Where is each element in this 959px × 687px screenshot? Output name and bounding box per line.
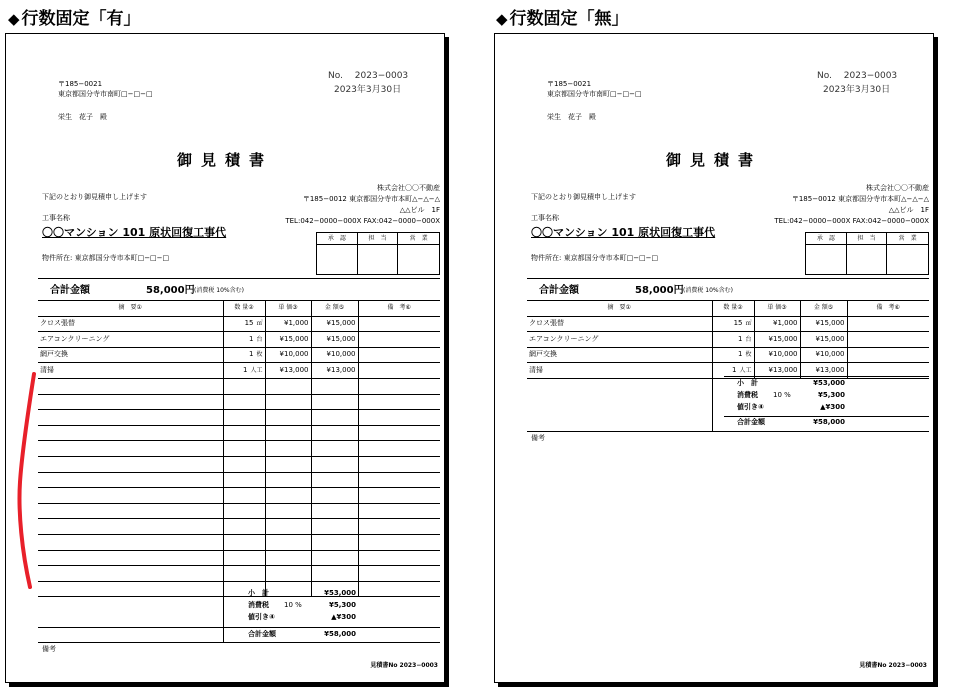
table-row-empty	[38, 534, 440, 550]
stamp-cell	[358, 245, 399, 274]
page-title: 御見積書	[665, 151, 762, 169]
item-remarks	[358, 581, 440, 597]
item-remarks	[358, 503, 440, 519]
item-amount	[311, 410, 358, 426]
item-amount: ¥13,000	[311, 363, 358, 379]
property-location: 物件所在: 東京都国分寺市本町□−□−□	[531, 254, 659, 262]
table-row	[527, 332, 929, 348]
item-remarks	[358, 441, 440, 457]
stamp-header: 営 業	[887, 233, 928, 245]
item-remarks	[358, 425, 440, 441]
item-amount	[311, 472, 358, 488]
items-table	[38, 300, 440, 597]
table-row-empty	[38, 425, 440, 441]
item-remarks	[358, 332, 440, 348]
subtotal-value: ¥53,000	[813, 379, 845, 387]
qty-value: 1	[249, 350, 254, 359]
table-row-empty	[38, 488, 440, 504]
estimate-page-fixed	[5, 33, 445, 683]
total-label: 合計金額	[50, 285, 90, 296]
recipient-zip: 〒185−0021	[58, 80, 103, 88]
qty-value: 1	[243, 365, 248, 374]
column-header: 摘 要①	[38, 301, 223, 317]
table-row-empty	[38, 378, 440, 394]
item-description: 網戸交換	[527, 347, 712, 363]
divider	[223, 588, 224, 642]
company-tel: TEL:042−0000−000X FAX:042−0000−000X	[774, 217, 929, 225]
item-quantity	[223, 441, 265, 457]
divider	[724, 416, 929, 417]
doc-number: No. 2023−0003	[328, 71, 409, 81]
item-amount	[311, 519, 358, 535]
column-header: 金 額⑤	[311, 301, 358, 317]
recipient-name: 栄生 花子 殿	[58, 113, 107, 121]
item-quantity	[223, 394, 265, 410]
doc-date: 2023年3月30日	[334, 85, 402, 95]
company-address: 〒185−0012 東京都国分寺市本町△−△−△	[791, 195, 929, 203]
item-remarks	[358, 519, 440, 535]
column-header: 備 考⑥	[847, 301, 929, 317]
item-unit-price	[265, 581, 311, 597]
tax-label: 消費税	[248, 601, 269, 609]
item-unit-price: ¥10,000	[265, 347, 311, 363]
item-description: 清掃	[527, 363, 712, 379]
doc-number: No. 2023−0003	[817, 71, 898, 81]
item-quantity	[223, 425, 265, 441]
item-remarks	[358, 534, 440, 550]
item-quantity	[223, 456, 265, 472]
qty-value: 15	[244, 319, 254, 328]
doc-date: 2023年3月30日	[823, 85, 891, 95]
estimate-page-flexible	[494, 33, 934, 683]
table-row	[38, 316, 440, 332]
footer-doc-number: 見積書No 2023−0003	[370, 662, 438, 670]
item-unit-price	[265, 456, 311, 472]
item-description	[38, 425, 223, 441]
divider	[38, 278, 440, 279]
item-description	[38, 456, 223, 472]
item-unit-price	[265, 488, 311, 504]
column-header: 備 考⑥	[358, 301, 440, 317]
item-unit-price: ¥13,000	[265, 363, 311, 379]
grand-total-label: 合計金額	[248, 630, 276, 638]
table-row-empty	[38, 441, 440, 457]
item-description	[38, 488, 223, 504]
company-info	[774, 183, 929, 227]
item-unit-price	[265, 394, 311, 410]
column-header: 単 価③	[754, 301, 800, 317]
item-remarks	[358, 347, 440, 363]
qty-value: 1	[732, 365, 737, 374]
table-row-empty	[38, 472, 440, 488]
table-header-row	[527, 301, 929, 317]
stamp-header: 承 認	[317, 233, 358, 245]
heading-fixed-rows-yes	[8, 4, 141, 29]
item-unit-price	[265, 566, 311, 582]
item-amount: ¥13,000	[800, 363, 847, 379]
stamp-header: 担 当	[358, 233, 399, 245]
stamp-header: 営 業	[398, 233, 439, 245]
total-tax-note: (消費税 10%含む)	[683, 287, 733, 294]
red-bracket-annotation	[14, 372, 40, 592]
qty-unit: 枚	[256, 351, 263, 359]
table-row-empty	[38, 503, 440, 519]
item-remarks	[358, 410, 440, 426]
item-quantity	[223, 550, 265, 566]
item-amount	[311, 394, 358, 410]
item-remarks	[847, 316, 929, 332]
qty-unit: ㎡	[745, 320, 752, 328]
stamp-header: 承 認	[806, 233, 847, 245]
item-description	[38, 550, 223, 566]
column-header: 数 量②	[223, 301, 265, 317]
item-unit-price	[265, 550, 311, 566]
item-quantity	[223, 488, 265, 504]
divider	[38, 642, 440, 643]
tax-rate: 10 %	[773, 391, 791, 399]
subtotal-value: ¥53,000	[324, 589, 356, 597]
qty-value: 1	[738, 350, 743, 359]
stamp-box	[316, 232, 440, 275]
heading-fixed-rows-no	[496, 4, 629, 29]
item-quantity	[223, 472, 265, 488]
table-row-empty	[38, 410, 440, 426]
item-amount: ¥15,000	[311, 316, 358, 332]
item-description: 清掃	[38, 363, 223, 379]
item-unit-price: ¥1,000	[265, 316, 311, 332]
item-amount: ¥15,000	[800, 332, 847, 348]
item-unit-price	[265, 441, 311, 457]
remarks-label: 備考	[531, 434, 545, 442]
qty-value: 1	[738, 334, 743, 343]
company-name: 株式会社〇〇不動産	[377, 184, 440, 192]
item-remarks	[358, 472, 440, 488]
divider	[712, 377, 713, 431]
footer-doc-number: 見積書No 2023−0003	[859, 662, 927, 670]
tax-value: ¥5,300	[328, 601, 356, 609]
project-name: 〇〇マンション 101 原状回復工事代	[531, 226, 716, 239]
diamond-icon: ◆	[8, 10, 20, 28]
discount-label: 値引き④	[737, 403, 764, 411]
table-row-empty	[38, 456, 440, 472]
stamp-cell	[806, 245, 847, 274]
item-remarks	[358, 550, 440, 566]
stamp-header: 担 当	[847, 233, 888, 245]
item-remarks	[358, 363, 440, 379]
item-remarks	[847, 347, 929, 363]
item-description	[38, 503, 223, 519]
item-amount	[311, 425, 358, 441]
table-row	[38, 332, 440, 348]
item-unit-price: ¥15,000	[754, 332, 800, 348]
qty-unit: 台	[256, 335, 263, 343]
item-description	[38, 519, 223, 535]
qty-unit: 枚	[745, 351, 752, 359]
item-quantity	[712, 332, 754, 348]
item-quantity	[223, 347, 265, 363]
item-amount: ¥15,000	[800, 316, 847, 332]
item-amount	[311, 566, 358, 582]
column-header: 単 価③	[265, 301, 311, 317]
item-description: 網戸交換	[38, 347, 223, 363]
company-building: △△ビル 1F	[399, 206, 440, 214]
discount-value: ▲¥300	[820, 403, 845, 411]
qty-unit: ㎡	[256, 320, 263, 328]
table-row	[527, 316, 929, 332]
item-description: エアコンクリーニング	[527, 332, 712, 348]
divider	[527, 278, 929, 279]
item-description	[38, 472, 223, 488]
item-amount	[311, 550, 358, 566]
item-unit-price	[265, 378, 311, 394]
item-description	[38, 441, 223, 457]
item-description: エアコンクリーニング	[38, 332, 223, 348]
total-amount: 58,000円	[146, 285, 195, 296]
item-remarks	[358, 394, 440, 410]
divider	[724, 376, 929, 377]
item-quantity	[712, 347, 754, 363]
qty-unit: 人工	[739, 366, 752, 374]
item-quantity	[223, 519, 265, 535]
stamp-box	[805, 232, 929, 275]
table-header-row	[38, 301, 440, 317]
subtotal-label: 小 計	[737, 379, 758, 387]
item-amount	[311, 378, 358, 394]
item-amount	[311, 441, 358, 457]
item-remarks	[847, 332, 929, 348]
item-description	[38, 534, 223, 550]
table-row	[38, 347, 440, 363]
stamp-cell	[887, 245, 928, 274]
item-unit-price	[265, 503, 311, 519]
item-unit-price: ¥10,000	[754, 347, 800, 363]
subtotal-label: 小 計	[248, 589, 269, 597]
qty-value: 1	[249, 334, 254, 343]
heading-label: 行数固定「有」	[21, 9, 141, 29]
item-description: クロス張替	[527, 316, 712, 332]
table-row-empty	[38, 581, 440, 597]
item-unit-price: ¥15,000	[265, 332, 311, 348]
item-remarks	[358, 488, 440, 504]
item-amount	[311, 534, 358, 550]
total-tax-note: (消費税 10%含む)	[194, 287, 244, 294]
column-header: 数 量②	[712, 301, 754, 317]
company-building: △△ビル 1F	[888, 206, 929, 214]
divider	[38, 627, 440, 628]
column-header: 摘 要①	[527, 301, 712, 317]
recipient-zip: 〒185−0021	[547, 80, 592, 88]
item-quantity	[223, 363, 265, 379]
grand-total-value: ¥58,000	[324, 630, 356, 638]
recipient-address: 東京都国分寺市南町□−□−□	[58, 90, 153, 98]
item-remarks	[358, 378, 440, 394]
item-description	[38, 410, 223, 426]
heading-label: 行数固定「無」	[509, 9, 629, 29]
item-unit-price	[265, 519, 311, 535]
item-unit-price	[265, 410, 311, 426]
table-row	[38, 363, 440, 379]
item-amount: ¥10,000	[800, 347, 847, 363]
table-row-empty	[38, 550, 440, 566]
item-amount	[311, 456, 358, 472]
tax-label: 消費税	[737, 391, 758, 399]
stamp-cell	[317, 245, 358, 274]
company-address: 〒185−0012 東京都国分寺市本町△−△−△	[302, 195, 440, 203]
company-tel: TEL:042−0000−000X FAX:042−0000−000X	[285, 217, 440, 225]
company-name: 株式会社〇〇不動産	[866, 184, 929, 192]
project-name: 〇〇マンション 101 原状回復工事代	[42, 226, 227, 239]
item-unit-price	[265, 534, 311, 550]
table-row	[527, 347, 929, 363]
table-row-empty	[38, 519, 440, 535]
item-remarks	[358, 566, 440, 582]
column-header: 金 額⑤	[800, 301, 847, 317]
table-row-empty	[38, 394, 440, 410]
item-unit-price: ¥1,000	[754, 316, 800, 332]
divider	[527, 431, 929, 432]
stamp-cell	[847, 245, 888, 274]
item-unit-price	[265, 425, 311, 441]
items-table	[527, 300, 929, 379]
item-amount	[311, 503, 358, 519]
discount-value: ▲¥300	[331, 613, 356, 621]
recipient-address: 東京都国分寺市南町□−□−□	[547, 90, 642, 98]
page-title: 御見積書	[176, 151, 273, 169]
lead-text: 下記のとおり御見積申し上げます	[531, 193, 636, 201]
item-amount: ¥10,000	[311, 347, 358, 363]
item-description	[38, 394, 223, 410]
item-remarks	[358, 316, 440, 332]
property-location: 物件所在: 東京都国分寺市本町□−□−□	[42, 254, 170, 262]
item-unit-price: ¥13,000	[754, 363, 800, 379]
qty-unit: 人工	[250, 366, 263, 374]
stamp-cell	[398, 245, 439, 274]
item-quantity	[712, 316, 754, 332]
item-quantity	[223, 378, 265, 394]
item-amount: ¥15,000	[311, 332, 358, 348]
tax-value: ¥5,300	[817, 391, 845, 399]
item-amount	[311, 488, 358, 504]
table-row-empty	[38, 566, 440, 582]
discount-label: 値引き④	[248, 613, 275, 621]
diamond-icon: ◆	[496, 10, 508, 28]
item-quantity	[223, 316, 265, 332]
company-info	[285, 183, 440, 227]
grand-total-value: ¥58,000	[813, 418, 845, 426]
item-description	[38, 378, 223, 394]
qty-unit: 台	[745, 335, 752, 343]
project-label: 工事名称	[531, 214, 559, 222]
item-quantity	[223, 566, 265, 582]
grand-total-label: 合計金額	[737, 418, 765, 426]
item-quantity	[223, 534, 265, 550]
item-unit-price	[265, 472, 311, 488]
item-remarks	[358, 456, 440, 472]
item-quantity	[223, 503, 265, 519]
project-label: 工事名称	[42, 214, 70, 222]
item-description: クロス張替	[38, 316, 223, 332]
item-description	[38, 566, 223, 582]
total-amount: 58,000円	[635, 285, 684, 296]
recipient-name: 栄生 花子 殿	[547, 113, 596, 121]
item-description	[38, 581, 223, 597]
total-label: 合計金額	[539, 285, 579, 296]
qty-value: 15	[733, 319, 743, 328]
tax-rate: 10 %	[284, 601, 302, 609]
item-quantity	[223, 332, 265, 348]
remarks-label: 備考	[42, 645, 56, 653]
lead-text: 下記のとおり御見積申し上げます	[42, 193, 147, 201]
item-quantity	[223, 410, 265, 426]
